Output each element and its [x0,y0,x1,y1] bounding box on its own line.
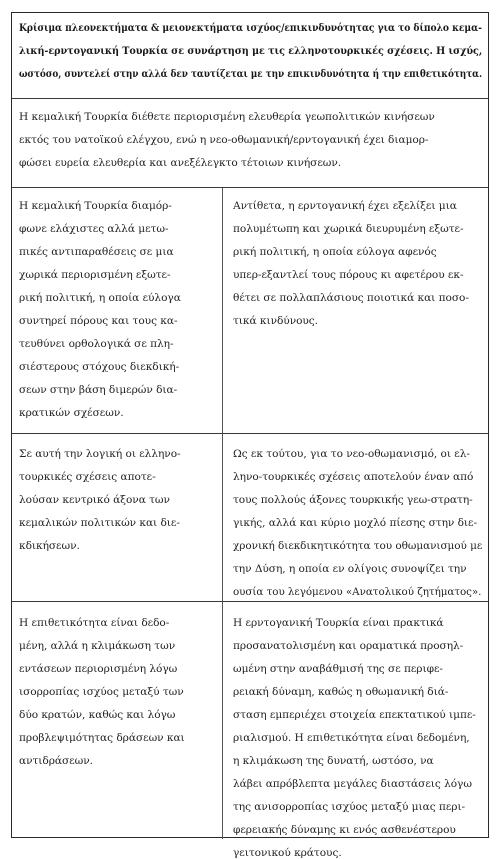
cell-line: χωρικά περιορισμένη εξωτε- [19,269,171,281]
cell-line: δύο κρατών, καθώς και λόγω [19,709,176,721]
cell-line: προσανατολισμένη και οραματικά προσηλ- [233,640,464,652]
cell-line: εντάσεων περιορισμένη λόγω [19,663,178,675]
cell-line: ωμένη στην αναβάθμισή της σε περιφε- [233,663,443,675]
erdoganist-cell [223,602,488,859]
cell-line: ισορροπίας ισχύος μεταξύ των [19,686,184,698]
comparison-row [12,602,488,859]
cell-line: συντηρεί πόρους και τους κα- [19,315,178,327]
comparison-row [12,434,488,602]
cell-line: θέτει σε πολλαπλάσιους ποιοτικά και ποσο- [233,292,469,304]
cell-line: υπερ-εξαντλεί τους πόρους κι αφετέρου εκ- [233,269,464,281]
cell-line: ρική πολιτική, η οποία εύλογα [19,292,181,304]
cell-line: τους πολλούς άξονες τουρκικής γεω-στρατη- [233,494,473,506]
intro-line: Η κεμαλική Τουρκία διέθετε περιορισμένη ελευθερία γεωπολιτικών κινήσεων [19,111,435,123]
cell-line: τικά κινδύνους. [233,315,318,327]
kemalist-cell [12,602,223,839]
header-line: λική-ερντογανική Τουρκία σε συνάρτηση με τις ελληνοτουρκικές σχέσεις. Η ισχύς, [19,45,483,57]
cell-line: μένη, αλλά η κλιμάκωση των [19,640,176,652]
comparison-row [12,188,488,434]
cell-line: φωνε ελάχιστες αλλά μετω- [19,223,169,235]
intro-line: φώσει ευρεία ελευθερία και ανεξέλεγκτο τέτοιων κινήσεων. [19,157,342,169]
cell-line: Ως εκ τούτου, για το νεο-οθωμανισμό, οι ελ- [233,448,470,460]
cell-line: κδικήσεων. [19,540,80,552]
cell-line: Η ερντογανική Τουρκία είναι πρακτικά [233,617,444,629]
cell-line: Η επιθετικότητα είναι δεδο- [19,617,170,629]
cell-line: η κλιμάκωση της δυνατή, ωστόσο, να [233,755,434,767]
cell-line: Σε αυτή την λογική οι ελληνο- [19,448,181,460]
cell-line: φερειακής δύναμης κι ενός ασθενέστερου [233,824,456,836]
cell-line: κρατικών σχέσεων. [19,407,124,419]
cell-line: ουσία του λεγόμενου «Ανατολικού ζητήματος». [233,586,482,598]
intro-row [12,99,488,188]
kemalist-cell [12,434,223,601]
cell-line: της ανισορροπίας ισχύος μεταξύ μιας περι- [233,801,466,813]
table-header-cell [12,13,488,98]
cell-line: ληνο-τουρκικές σχέσεις αποτελούν έναν από [233,471,474,483]
intro-cell [12,99,488,187]
cell-line: ρειακή δύναμη, καθώς η οθωμανική διά- [233,686,449,698]
erdoganist-cell [223,188,488,433]
table-header-row [12,13,488,99]
header-line: Κρίσιμα πλεονεκτήματα & μειονεκτήματα ισχύος/επικινδυνότητας για το δίπολο κεμα- [19,22,482,34]
cell-line: σταση εμπεριέχει στοιχεία επεκτατικού ιμπε- [233,709,476,721]
cell-line: Η κεμαλική Τουρκία διαμόρ- [19,200,172,212]
cell-line: τουρκικές σχέσεις αποτε- [19,471,156,483]
comparison-table [11,12,489,859]
cell-line: την Δύση, η οποία εν ολίγοις συνοψίζει την [233,563,467,575]
cell-line: αντιδράσεων. [19,755,93,767]
cell-line: πολυμέτωπη και χωρικά διευρυμένη εξωτε- [233,223,464,235]
cell-line: ρική πολιτική, η οποία εύλογα αφενός [233,246,437,258]
header-line: ωστόσο, συντελεί στην αλλά δεν ταυτίζεται με την επικινδυνότητα ή την επιθετικότητα. [19,68,483,80]
kemalist-cell [12,188,223,433]
cell-line: γικής, αλλά και κύριο μοχλό πίεσης στην διε- [233,517,477,529]
intro-line: εκτός του νατοϊκού ελέγχου, ενώ η νεο-οθωμανική/ερντογανική έχει διαμορ- [19,134,429,146]
cell-line: σεων στην βάση διμερών δια- [19,384,178,396]
cell-line: ριαλισμού. Η επιθετικότητα είναι δεδομένη, [233,732,470,744]
cell-line: γειτονικού κράτους. [233,847,342,859]
cell-line: λούσαν κεντρικό άξονα των [19,494,170,506]
erdoganist-cell [223,434,488,601]
cell-line: χρονική διεκδικητικότητα του οθωμανισμού με [233,540,483,552]
cell-line: σιέστερους στόχους διεκδική- [19,361,180,373]
cell-line: τευθύνει ορθολογικά σε πλη- [19,338,174,350]
cell-line: προβλεψιμότητας δράσεων και [19,732,185,744]
cell-line: κεμαλικών πολιτικών και διε- [19,517,180,529]
cell-line: Αντίθετα, η ερντογανική έχει εξελίξει μια [233,200,457,212]
cell-line: λάβει απρόβλεπτα μεγάλες διαστάσεις λόγω [233,778,472,790]
cell-line: πικές αντιπαραθέσεις σε μια [19,246,174,258]
